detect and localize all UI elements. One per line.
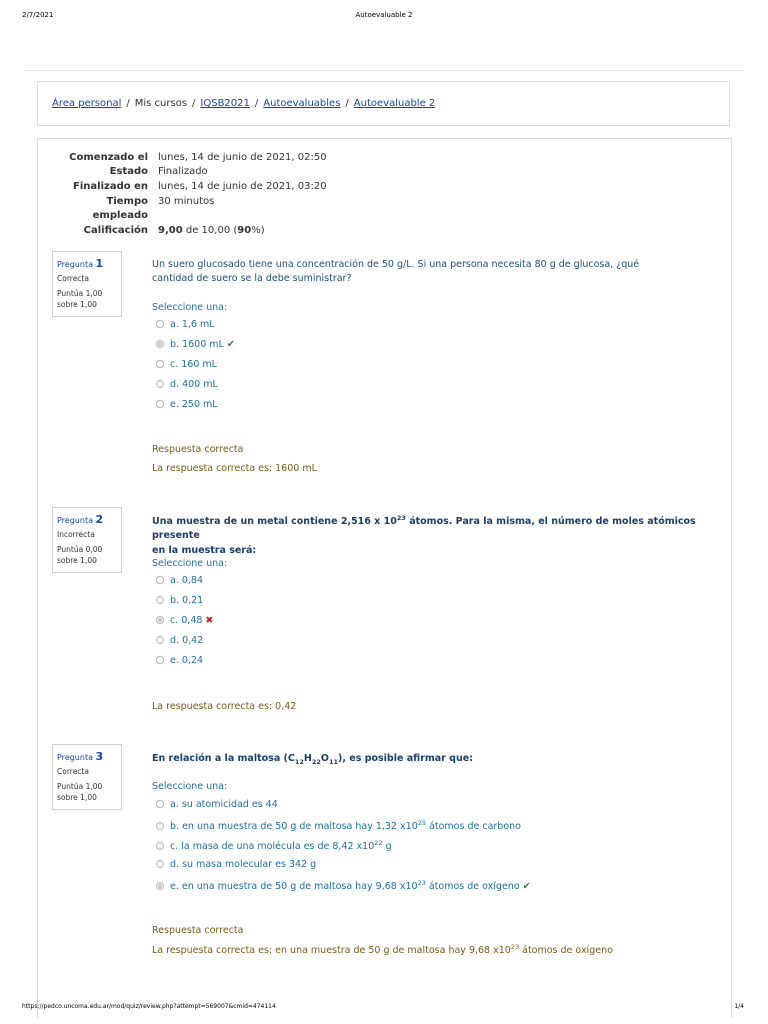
q1-option-e[interactable] (156, 399, 218, 410)
radio-icon[interactable] (156, 800, 164, 808)
cross-icon: ✖ (205, 615, 214, 626)
radio-icon[interactable] (156, 360, 164, 368)
select-prompt: Seleccione una: (152, 558, 228, 569)
q3-option-b[interactable] (156, 819, 521, 832)
q2-option-b[interactable] (156, 595, 203, 606)
q3-option-a[interactable] (156, 799, 278, 810)
option-label: a. 1,6 mL (170, 319, 215, 330)
breadcrumb-separator: / (126, 98, 130, 109)
text-part: Una muestra de un metal contiene 2,516 x 10 (152, 516, 397, 528)
q1-option-d[interactable] (156, 379, 218, 390)
text-sub: 11 (328, 757, 339, 766)
option-label: b. en una muestra de 50 g de maltosa hay 1,32 x10 (170, 821, 418, 833)
radio-checked-icon[interactable] (156, 616, 164, 624)
question-state: Incorrecta (57, 529, 95, 539)
option-label: c. 0,48 (170, 615, 203, 626)
text-part: ), es posible afirmar que: (338, 753, 473, 764)
question-1-text (152, 258, 712, 287)
text-sup: 23 (396, 514, 406, 522)
question-1-info (52, 251, 122, 317)
check-icon: ✔ (522, 881, 531, 893)
text-part: En relación a la maltosa (C (152, 753, 295, 764)
grade-label: Calificación (83, 225, 148, 236)
q1-feedback: Respuesta correcta (152, 444, 244, 455)
option-label: d. 0,42 (170, 635, 204, 646)
q1-option-a[interactable] (156, 319, 215, 330)
finished-label: Finalizado en (73, 181, 148, 192)
q2-option-c[interactable] (156, 615, 213, 626)
q2-option-d[interactable] (156, 635, 203, 646)
option-label: b. 0,21 (170, 595, 204, 606)
option-label: d. 400 mL (170, 379, 218, 390)
question-grade-max: sobre 1,00 (57, 555, 97, 565)
question-label: Pregunta (57, 260, 93, 269)
answer-text: La respuesta correcta es: en una muestra de 50 g de maltosa hay 9,68 x10 (152, 945, 511, 957)
started-label: Comenzado el (69, 152, 148, 163)
radio-icon[interactable] (156, 380, 164, 388)
q3-option-c[interactable] (156, 839, 392, 852)
option-label-tail: átomos de carbono (426, 821, 521, 833)
question-state: Correcta (57, 766, 89, 776)
question-label: Pregunta (57, 516, 93, 525)
breadcrumb-autoevaluables[interactable]: Autoevaluables (263, 98, 341, 109)
time-label-2: empleado (92, 210, 148, 221)
text-sub: 22 (311, 757, 321, 766)
question-number (57, 256, 117, 272)
grade-score: 9,00 (158, 225, 183, 236)
radio-icon[interactable] (156, 596, 164, 604)
text-sub: 12 (294, 757, 304, 766)
q1-right-answer: La respuesta correcta es: 1600 mL (152, 463, 317, 474)
grade-close: %) (251, 225, 265, 236)
text-part: O (320, 753, 329, 764)
question-2-info (52, 507, 122, 573)
q3-option-e[interactable] (156, 879, 531, 892)
print-url: https://pedco.uncoma.edu.ar/mod/quiz/review.php?attempt=569007&cmid=474114 (22, 1003, 276, 1010)
question-number-value: 1 (95, 257, 104, 270)
q2-option-a[interactable] (156, 575, 203, 586)
radio-checked-icon[interactable] (156, 340, 164, 348)
radio-icon[interactable] (156, 400, 164, 408)
question-grade: Puntúa 1,00 (57, 781, 103, 791)
breadcrumb-mis-cursos: Mis cursos (134, 98, 188, 109)
question-text-line: cantidad de suero se la debe suministrar? (152, 273, 352, 285)
option-label: b. 1600 mL (170, 339, 224, 350)
header-divider (24, 70, 744, 71)
radio-icon[interactable] (156, 656, 164, 664)
q1-option-b[interactable] (156, 339, 235, 350)
radio-icon[interactable] (156, 320, 164, 328)
option-label: e. 0,24 (170, 655, 204, 666)
q2-option-e[interactable] (156, 655, 203, 666)
print-date: 2/7/2021 (22, 11, 54, 19)
answer-text-tail: átomos de oxígeno (519, 945, 613, 957)
question-text-line: en la muestra será: (152, 544, 257, 556)
question-grade: Puntúa 1,00 (57, 288, 103, 298)
question-grade: Puntúa 0,00 (57, 544, 103, 554)
time-value: 30 minutos (158, 196, 215, 207)
finished-value: lunes, 14 de junio de 2021, 03:20 (158, 181, 327, 192)
q1-option-c[interactable] (156, 359, 217, 370)
text-sup: 23 (510, 943, 520, 951)
breadcrumb-separator: / (254, 98, 259, 109)
question-3-info (52, 744, 122, 810)
radio-icon[interactable] (156, 576, 164, 584)
option-label-tail: g (382, 841, 392, 853)
grade-value (158, 225, 265, 236)
grade-percent: 90 (237, 225, 252, 236)
time-label: Tiempo (106, 196, 148, 207)
started-value: lunes, 14 de junio de 2021, 02:50 (158, 152, 327, 163)
question-number (57, 749, 117, 765)
select-prompt: Seleccione una: (152, 302, 228, 313)
question-number-value: 2 (95, 513, 104, 526)
q3-right-answer (152, 943, 613, 956)
question-3-text (152, 752, 712, 768)
state-label: Estado (109, 166, 148, 177)
text-part: H (303, 753, 312, 764)
breadcrumb-area-personal[interactable]: Área personal (52, 98, 122, 109)
question-grade-max: sobre 1,00 (57, 792, 97, 802)
text-sup: 22 (374, 839, 383, 847)
option-label: e. en una muestra de 50 g de maltosa hay 9,68 x10 (170, 881, 418, 893)
text-part: átomos. Para la misma, el número de moles atómicos presente (152, 516, 696, 542)
grade-of: de 10,00 ( (185, 225, 238, 236)
breadcrumb-separator: / (345, 98, 349, 109)
select-prompt: Seleccione una: (152, 781, 228, 792)
question-text-line (152, 514, 712, 544)
check-icon: ✔ (226, 339, 235, 350)
question-label: Pregunta (57, 753, 93, 762)
option-label: c. la masa de una molécula es de 8,42 x10 (170, 841, 375, 853)
text-sup: 25 (417, 819, 427, 827)
option-label: a. su atomicidad es 44 (170, 799, 278, 810)
question-2-text (152, 514, 712, 558)
breadcrumb-container (37, 81, 730, 126)
q3-feedback: Respuesta correcta (152, 925, 244, 936)
radio-checked-icon[interactable] (156, 882, 164, 890)
print-title: Autoevaluable 2 (355, 11, 413, 19)
radio-icon[interactable] (156, 636, 164, 644)
option-label: e. 250 mL (170, 399, 218, 410)
radio-icon[interactable] (156, 822, 164, 830)
q2-right-answer: La respuesta correcta es: 0,42 (152, 701, 297, 712)
breadcrumb-autoevaluable-2[interactable]: Autoevaluable 2 (353, 98, 436, 109)
question-number-value: 3 (95, 750, 104, 763)
question-text-line: Un suero glucosado tiene una concentración de 50 g/L. Si una persona necesita 80 g de glucosa, ¿qué (152, 259, 640, 270)
print-page-number: 1/4 (734, 1003, 744, 1010)
option-label: c. 160 mL (170, 359, 217, 370)
option-label-tail: átomos de oxígeno (425, 881, 520, 893)
question-grade-max: sobre 1,00 (57, 299, 97, 309)
radio-icon[interactable] (156, 842, 164, 850)
text-sup: 23 (417, 879, 426, 887)
option-label: a. 0,84 (170, 575, 204, 586)
question-number (57, 512, 117, 528)
q3-option-d[interactable] (156, 859, 316, 870)
state-value: Finalizado (158, 166, 208, 177)
breadcrumb-course[interactable]: IQSB2021 (200, 98, 250, 109)
breadcrumb-separator: / (192, 98, 196, 109)
option-label: d. su masa molecular es 342 g (170, 859, 317, 870)
breadcrumb (52, 98, 435, 109)
question-state: Correcta (57, 273, 89, 283)
radio-icon[interactable] (156, 860, 164, 868)
